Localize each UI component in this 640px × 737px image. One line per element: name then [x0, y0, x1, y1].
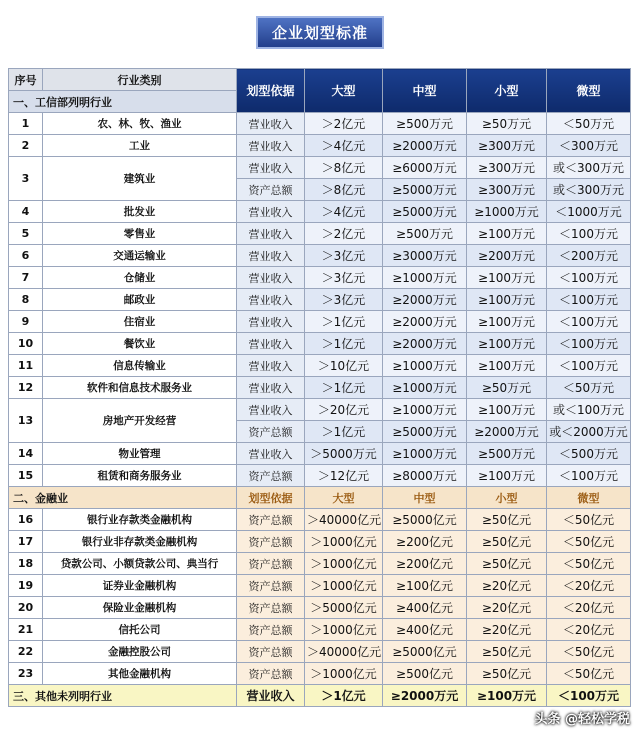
- basis-cell: 资产总额: [237, 509, 305, 531]
- micro-cell: ＜200万元: [547, 245, 631, 267]
- small-cell: ≥300万元: [467, 135, 547, 157]
- table-row: [9, 641, 631, 663]
- row-number: 14: [9, 443, 43, 465]
- page-title: 企业划型标准: [256, 16, 384, 49]
- medium-cell: ≥1000万元: [383, 267, 467, 289]
- row-number: 15: [9, 465, 43, 487]
- large-cell: ＞1亿元: [305, 421, 383, 443]
- table-row: [9, 311, 631, 333]
- basis-cell: 资产总额: [237, 179, 305, 201]
- basis-cell: 营业收入: [237, 289, 305, 311]
- micro-cell: ＜100万元: [547, 465, 631, 487]
- small-cell: ≥50万元: [467, 113, 547, 135]
- section-3-large: ＞1亿元: [305, 685, 383, 707]
- large-cell: ＞3亿元: [305, 267, 383, 289]
- table-row: [9, 553, 631, 575]
- medium-cell: ≥500万元: [383, 113, 467, 135]
- large-cell: ＞4亿元: [305, 135, 383, 157]
- small-cell: ≥50亿元: [467, 663, 547, 685]
- small-cell: ≥100万元: [467, 267, 547, 289]
- micro-cell: ＜100万元: [547, 267, 631, 289]
- large-cell: ＞40000亿元: [305, 641, 383, 663]
- industry-name: 物业管理: [43, 443, 237, 465]
- large-cell: ＞12亿元: [305, 465, 383, 487]
- micro-cell: ＜300万元: [547, 135, 631, 157]
- medium-cell: ≥100亿元: [383, 575, 467, 597]
- medium-cell: ≥2000万元: [383, 289, 467, 311]
- basis-cell: 营业收入: [237, 333, 305, 355]
- micro-cell: 或＜300万元: [547, 179, 631, 201]
- large-cell: ＞1000亿元: [305, 575, 383, 597]
- section-3-medium: ≥2000万元: [383, 685, 467, 707]
- industry-name: 租赁和商务服务业: [43, 465, 237, 487]
- basis-cell: 营业收入: [237, 267, 305, 289]
- large-cell: ＞1000亿元: [305, 553, 383, 575]
- industry-name: 其他金融机构: [43, 663, 237, 685]
- header-basis: 划型依据: [237, 69, 305, 113]
- industry-name: 农、林、牧、渔业: [43, 113, 237, 135]
- section-2-micro: 微型: [547, 487, 631, 509]
- micro-cell: 或＜100万元: [547, 399, 631, 421]
- large-cell: ＞1000亿元: [305, 531, 383, 553]
- section-3-label: 三、其他未列明行业: [9, 685, 237, 707]
- section-3-row: [9, 685, 631, 707]
- medium-cell: ≥2000万元: [383, 311, 467, 333]
- industry-name: 仓储业: [43, 267, 237, 289]
- industry-name: 证券业金融机构: [43, 575, 237, 597]
- table-row: [9, 663, 631, 685]
- basis-cell: 资产总额: [237, 575, 305, 597]
- industry-name: 保险业金融机构: [43, 597, 237, 619]
- medium-cell: ≥1000万元: [383, 399, 467, 421]
- basis-cell: 营业收入: [237, 245, 305, 267]
- small-cell: ≥20亿元: [467, 575, 547, 597]
- table-row: [9, 597, 631, 619]
- basis-cell: 资产总额: [237, 597, 305, 619]
- table-row: [9, 575, 631, 597]
- row-number: 17: [9, 531, 43, 553]
- medium-cell: ≥200亿元: [383, 531, 467, 553]
- industry-name: 房地产开发经营: [43, 399, 237, 443]
- row-number: 9: [9, 311, 43, 333]
- micro-cell: ＜50亿元: [547, 509, 631, 531]
- row-number: 20: [9, 597, 43, 619]
- large-cell: ＞1亿元: [305, 377, 383, 399]
- micro-cell: 或＜2000万元: [547, 421, 631, 443]
- large-cell: ＞2亿元: [305, 223, 383, 245]
- header-seq: 序号: [9, 69, 43, 91]
- small-cell: ≥2000万元: [467, 421, 547, 443]
- large-cell: ＞8亿元: [305, 157, 383, 179]
- small-cell: ≥20亿元: [467, 597, 547, 619]
- medium-cell: ≥2000万元: [383, 135, 467, 157]
- basis-cell: 营业收入: [237, 135, 305, 157]
- table-row: [9, 267, 631, 289]
- table-row: [9, 223, 631, 245]
- row-number: 13: [9, 399, 43, 443]
- micro-cell: ＜20亿元: [547, 597, 631, 619]
- row-number: 8: [9, 289, 43, 311]
- table-row: [9, 531, 631, 553]
- medium-cell: ≥5000亿元: [383, 641, 467, 663]
- table-row: [9, 157, 631, 179]
- table-row: [9, 509, 631, 531]
- small-cell: ≥100万元: [467, 399, 547, 421]
- table-row: [9, 333, 631, 355]
- row-number: 19: [9, 575, 43, 597]
- row-number: 5: [9, 223, 43, 245]
- basis-cell: 资产总额: [237, 663, 305, 685]
- table-row: [9, 113, 631, 135]
- industry-name: 贷款公司、小额贷款公司、典当行: [43, 553, 237, 575]
- table-row: [9, 201, 631, 223]
- industry-name: 住宿业: [43, 311, 237, 333]
- large-cell: ＞1亿元: [305, 311, 383, 333]
- row-number: 21: [9, 619, 43, 641]
- table-row: [9, 443, 631, 465]
- industry-name: 金融控股公司: [43, 641, 237, 663]
- medium-cell: ≥2000万元: [383, 333, 467, 355]
- medium-cell: ≥8000万元: [383, 465, 467, 487]
- small-cell: ≥50亿元: [467, 641, 547, 663]
- micro-cell: ＜50万元: [547, 377, 631, 399]
- row-number: 10: [9, 333, 43, 355]
- medium-cell: ≥5000万元: [383, 421, 467, 443]
- table-row: [9, 465, 631, 487]
- table-row: [9, 377, 631, 399]
- large-cell: ＞4亿元: [305, 201, 383, 223]
- medium-cell: ≥6000万元: [383, 157, 467, 179]
- medium-cell: ≥500万元: [383, 223, 467, 245]
- medium-cell: ≥5000万元: [383, 201, 467, 223]
- industry-name: 批发业: [43, 201, 237, 223]
- medium-cell: ≥1000万元: [383, 377, 467, 399]
- row-number: 4: [9, 201, 43, 223]
- basis-cell: 营业收入: [237, 157, 305, 179]
- micro-cell: ＜20亿元: [547, 619, 631, 641]
- medium-cell: ≥1000万元: [383, 443, 467, 465]
- industry-name: 餐饮业: [43, 333, 237, 355]
- row-number: 7: [9, 267, 43, 289]
- industry-name: 软件和信息技术服务业: [43, 377, 237, 399]
- small-cell: ≥50亿元: [467, 531, 547, 553]
- micro-cell: ＜100万元: [547, 289, 631, 311]
- industry-name: 银行业存款类金融机构: [43, 509, 237, 531]
- table-row: [9, 399, 631, 421]
- row-number: 6: [9, 245, 43, 267]
- industry-name: 零售业: [43, 223, 237, 245]
- small-cell: ≥100万元: [467, 223, 547, 245]
- medium-cell: ≥5000亿元: [383, 509, 467, 531]
- small-cell: ≥300万元: [467, 179, 547, 201]
- small-cell: ≥100万元: [467, 355, 547, 377]
- basis-cell: 营业收入: [237, 311, 305, 333]
- micro-cell: ＜50亿元: [547, 553, 631, 575]
- basis-cell: 资产总额: [237, 619, 305, 641]
- micro-cell: ＜100万元: [547, 333, 631, 355]
- large-cell: ＞1亿元: [305, 333, 383, 355]
- row-number: 1: [9, 113, 43, 135]
- micro-cell: ＜50亿元: [547, 641, 631, 663]
- large-cell: ＞40000亿元: [305, 509, 383, 531]
- industry-name: 建筑业: [43, 157, 237, 201]
- micro-cell: ＜100万元: [547, 311, 631, 333]
- small-cell: ≥100万元: [467, 311, 547, 333]
- industry-name: 银行业非存款类金融机构: [43, 531, 237, 553]
- basis-cell: 资产总额: [237, 531, 305, 553]
- micro-cell: ＜500万元: [547, 443, 631, 465]
- micro-cell: 或＜300万元: [547, 157, 631, 179]
- section-2-small: 小型: [467, 487, 547, 509]
- medium-cell: ≥400亿元: [383, 619, 467, 641]
- section-2-large: 大型: [305, 487, 383, 509]
- industry-name: 交通运输业: [43, 245, 237, 267]
- section-2-basis: 划型依据: [237, 487, 305, 509]
- small-cell: ≥200万元: [467, 245, 547, 267]
- header-small: 小型: [467, 69, 547, 113]
- small-cell: ≥500万元: [467, 443, 547, 465]
- section-2-header: [9, 487, 631, 509]
- table-row: [9, 355, 631, 377]
- basis-cell: 资产总额: [237, 421, 305, 443]
- industry-name: 信息传输业: [43, 355, 237, 377]
- large-cell: ＞2亿元: [305, 113, 383, 135]
- basis-cell: 资产总额: [237, 641, 305, 663]
- table-row: [9, 619, 631, 641]
- large-cell: ＞5000亿元: [305, 597, 383, 619]
- classification-table: [8, 68, 631, 707]
- small-cell: ≥100万元: [467, 289, 547, 311]
- section-2-label: 二、金融业: [9, 487, 237, 509]
- header-medium: 中型: [383, 69, 467, 113]
- row-number: 18: [9, 553, 43, 575]
- section-3-micro: ＜100万元: [547, 685, 631, 707]
- section-1-label: 一、工信部列明行业: [9, 91, 237, 113]
- large-cell: ＞5000万元: [305, 443, 383, 465]
- medium-cell: ≥5000万元: [383, 179, 467, 201]
- basis-cell: 营业收入: [237, 355, 305, 377]
- micro-cell: ＜100万元: [547, 355, 631, 377]
- row-number: 11: [9, 355, 43, 377]
- large-cell: ＞1000亿元: [305, 619, 383, 641]
- medium-cell: ≥400亿元: [383, 597, 467, 619]
- medium-cell: ≥3000万元: [383, 245, 467, 267]
- medium-cell: ≥500亿元: [383, 663, 467, 685]
- row-number: 16: [9, 509, 43, 531]
- micro-cell: ＜100万元: [547, 223, 631, 245]
- row-number: 22: [9, 641, 43, 663]
- basis-cell: 营业收入: [237, 113, 305, 135]
- small-cell: ≥50亿元: [467, 509, 547, 531]
- large-cell: ＞20亿元: [305, 399, 383, 421]
- basis-cell: 资产总额: [237, 553, 305, 575]
- small-cell: ≥1000万元: [467, 201, 547, 223]
- basis-cell: 营业收入: [237, 399, 305, 421]
- table-row: [9, 135, 631, 157]
- section-3-small: ≥100万元: [467, 685, 547, 707]
- large-cell: ＞8亿元: [305, 179, 383, 201]
- table-row: [9, 289, 631, 311]
- row-number: 3: [9, 157, 43, 201]
- small-cell: ≥50万元: [467, 377, 547, 399]
- industry-name: 邮政业: [43, 289, 237, 311]
- small-cell: ≥50亿元: [467, 553, 547, 575]
- industry-name: 信托公司: [43, 619, 237, 641]
- table-header-row: [9, 69, 631, 91]
- section-2-medium: 中型: [383, 487, 467, 509]
- basis-cell: 营业收入: [237, 223, 305, 245]
- small-cell: ≥100万元: [467, 333, 547, 355]
- table-row: [9, 245, 631, 267]
- small-cell: ≥100万元: [467, 465, 547, 487]
- industry-name: 工业: [43, 135, 237, 157]
- basis-cell: 营业收入: [237, 201, 305, 223]
- micro-cell: ＜20亿元: [547, 575, 631, 597]
- watermark: 头条 @轻松学税: [534, 712, 630, 727]
- large-cell: ＞3亿元: [305, 289, 383, 311]
- header-micro: 微型: [547, 69, 631, 113]
- row-number: 23: [9, 663, 43, 685]
- basis-cell: 资产总额: [237, 465, 305, 487]
- small-cell: ≥20亿元: [467, 619, 547, 641]
- micro-cell: ＜1000万元: [547, 201, 631, 223]
- header-industry: 行业类别: [43, 69, 237, 91]
- large-cell: ＞3亿元: [305, 245, 383, 267]
- micro-cell: ＜50万元: [547, 113, 631, 135]
- large-cell: ＞10亿元: [305, 355, 383, 377]
- row-number: 12: [9, 377, 43, 399]
- basis-cell: 营业收入: [237, 377, 305, 399]
- medium-cell: ≥200亿元: [383, 553, 467, 575]
- micro-cell: ＜50亿元: [547, 663, 631, 685]
- micro-cell: ＜50亿元: [547, 531, 631, 553]
- medium-cell: ≥1000万元: [383, 355, 467, 377]
- section-3-basis: 营业收入: [237, 685, 305, 707]
- large-cell: ＞1000亿元: [305, 663, 383, 685]
- basis-cell: 营业收入: [237, 443, 305, 465]
- small-cell: ≥300万元: [467, 157, 547, 179]
- row-number: 2: [9, 135, 43, 157]
- header-large: 大型: [305, 69, 383, 113]
